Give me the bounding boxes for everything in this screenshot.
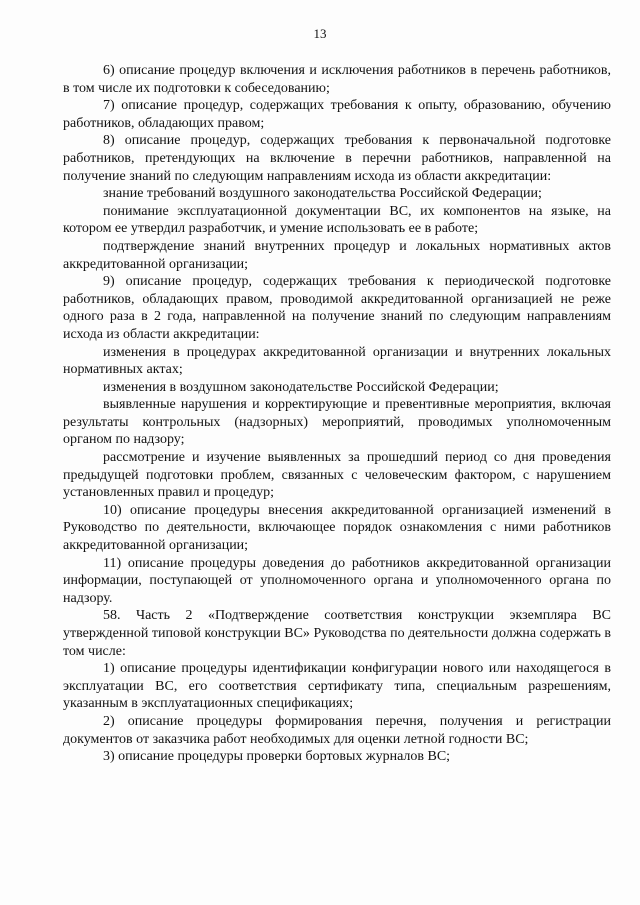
document-body [63, 62, 611, 766]
paragraph-item-7: 7) описание процедур, содержащих требования к опыту, образованию, обучению работников, обладающих правом; [63, 98, 611, 131]
paragraph-subitem: изменения в воздушном законодательстве Российской Федерации; [103, 379, 499, 395]
paragraph-subitem: изменения в процедурах аккредитованной организации и внутренних локальных нормативных актах; [63, 344, 611, 378]
paragraph-subitem: рассмотрение и изучение выявленных за прошедший период со дня проведения предыдущей подготовки проблем, связанных с человеческим фактором, с нарушением установленных правил и процедур; [63, 450, 611, 501]
section-58-heading-paragraph: 58. Часть 2 «Подтверждение соответствия конструкции экземпляра ВС утвержденной типовой конструкции ВС» Руководства по деятельности должна содержать в том числе: [63, 608, 611, 659]
paragraph-subitem: подтверждение знаний внутренних процедур и локальных нормативных актов аккредитованной организации; [63, 238, 611, 272]
paragraph-subitem: выявленные нарушения и корректирующие и превентивные мероприятия, включая результаты контрольных (надзорных) мероприятий, проводимых уполномоченным органом по надзору; [63, 397, 611, 448]
paragraph-item-11: 11) описание процедуры доведения до работников аккредитованной организации информации, поступающей от уполномоченного органа и уполномоченного органа по надзору. [63, 555, 611, 606]
page-number: 13 [313, 26, 327, 41]
paragraph-item-1: 1) описание процедуры идентификации конфигурации нового или находящегося в эксплуатации ВС, его соответствия сертификату типа, специальным разрешениям, указанным в эксплуатационных спецификациях; [63, 661, 611, 712]
paragraph-item-10: 10) описание процедуры внесения аккредитованной организацией изменений в Руководство по деятельности, включающее порядок ознакомления с ними работников аккредитованной организации; [63, 502, 611, 554]
paragraph-subitem: понимание эксплуатационной документации ВС, их компонентов на языке, на котором ее утвердил разработчик, и умение использовать ее в работе; [63, 203, 611, 237]
paragraph-item-8: 8) описание процедур, содержащих требования к первоначальной подготовке работников, претендующих на включение в перечни работников, направленной на получение знаний по следующим направлениям исхода из области аккредитации: [63, 133, 611, 184]
paragraph-item-6: 6) описание процедур включения и исключения работников в перечень работников, в том числе их подготовки к собеседованию; [63, 63, 611, 96]
paragraph-item-9: 9) описание процедур, содержащих требования к периодической подготовке работников, обладающих правом, проводимой аккредитованной организацией не реже одного раза в 2 года, направленной на получение знаний по следующим направлениям исхода из области аккредитации: [63, 274, 611, 342]
paragraph-item-2: 2) описание процедуры формирования перечня, получения и регистрации документов от заказчика работ необходимых для оценки летной годности ВС; [63, 713, 611, 747]
paragraph-item-3: 3) описание процедуры проверки бортовых журналов ВС; [103, 749, 451, 765]
paragraph-subitem: знание требований воздушного законодательства Российской Федерации; [103, 186, 542, 202]
